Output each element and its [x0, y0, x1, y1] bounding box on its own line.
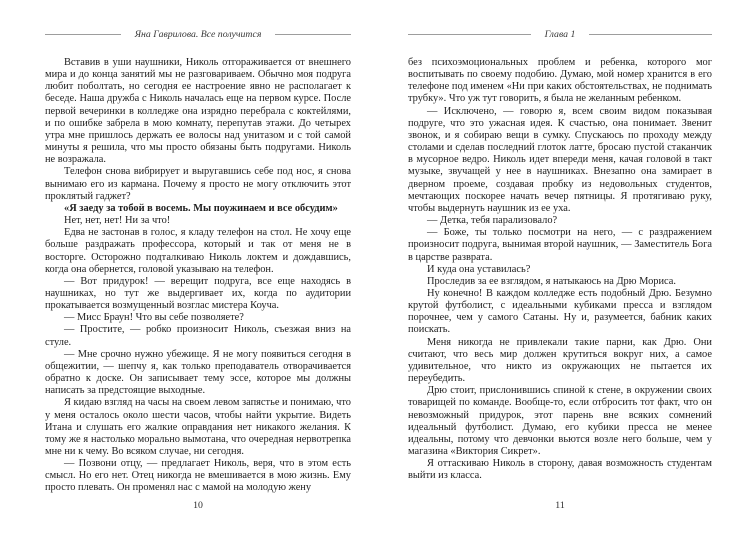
paragraph: — Исключено, — говорю я, всем своим видом показывая подруге, что это ужасная идея. К счастью, она понимает. Звенит звонок, и я собираю вещи в сумку. Спускаюсь по проходу между столами и сделав последний глоток латте, бросаю пустой стаканчик в мусорное ведро. Николь идет впереди меня, качая головой в такт музыке, звучащей у нее в наушниках. Внезапно она замирает в дверном проеме, создавая пробку из недовольных студентов, мечтающих поскорее начать вечер пятницы. Я протягиваю руку, чтобы выдернуть наушник из ее уха.: [408, 105, 712, 214]
paragraph: — Мисс Браун! Что вы себе позволяете?: [64, 312, 244, 324]
page-number-right: 11: [555, 500, 565, 511]
paragraph: — Мне срочно нужно убежище. Я не могу появиться сегодня в общежитии, — шепчу я, как только преподаватель отворачивается обратно к доске. Он записывает тему эссе, которое мы должны написать за предстоящие выходные.: [45, 348, 351, 397]
paragraph: — Детка, тебя парализовало?: [427, 215, 558, 227]
paragraph: — Позвони отцу, — предлагает Николь, веря, что в этом есть смысл. Но его нет. Отец никогда не вмешивается в мою жизнь. Ему просто плевать. Он променял нас с мамой на молодую жену: [45, 458, 351, 494]
paragraph: Ну конечно! В каждом колледже есть подобный Дрю. Безумно крутой футболист, с идеальными кубиками пресса и взглядом порочнее, чем у самого Сатаны. Ну и, разумеется, бабник каких поискать.: [408, 287, 712, 336]
paragraph: — Простите, — робко произносит Николь, съезжая вниз на стуле.: [45, 324, 351, 348]
paragraph: Я оттаскиваю Николь в сторону, давая возможность студентам выйти из класса.: [408, 458, 712, 482]
header-rule-right: [589, 34, 712, 35]
running-head-title: Глава 1: [544, 29, 576, 40]
header-rule-left: [408, 34, 531, 35]
header-rule-right: [275, 34, 351, 35]
paragraph: — Боже, ты только посмотри на него, — с раздражением произносит подруга, вынимая второй наушник, — Заместитель Бога в царстве разврата.: [408, 227, 712, 263]
paragraph: Проследив за ее взглядом, я натыкаюсь на Дрю Мориса.: [427, 275, 676, 287]
paragraph: Я кидаю взгляд на часы на своем левом запястье и понимаю, что у меня осталось около шести часов, чтобы найти укрытие. Видеть Итана и слушать его жалкие оправдания нет никакого желания. К тому же я настолько морально вымотана, что очередная нервотрепка мне ни к чему. Во всяком случае, ни сегодня.: [45, 397, 351, 457]
header-rule-left: [45, 34, 121, 35]
running-head-right: [408, 28, 712, 41]
page-number-left: 10: [193, 500, 203, 511]
paragraph: — Вот придурок! — верещит подруга, все еще находясь в наушниках, но тут же выдергивает их, когда по аудитории прокатывается возмущенный возглас мистера Коуча.: [45, 275, 351, 312]
paragraph: Едва не застонав в голос, я кладу телефон на стол. Не хочу еще больше раздражать профессора, который и так от меня не в восторге. Осторожно подталкиваю Николь локтем и дождавшись, когда она обернется, головой указываю на телефон.: [45, 227, 351, 275]
page-left: [45, 28, 351, 524]
paragraph: Меня никогда не привлекали такие парни, как Дрю. Они считают, что весь мир должен крутиться вокруг них, а самое удивительное, что никто из окружающих не пытается их переубедить.: [408, 336, 712, 385]
page-body: [408, 57, 712, 499]
paragraph: Телефон снова вибрирует и выругавшись себе под нос, я снова вынимаю его из кармана. Почему я просто не могу отключить этот проклятый гаджет?: [45, 166, 351, 202]
paragraph: Нет, нет, нет! Ни за что!: [64, 215, 171, 227]
running-head-left: [45, 28, 351, 41]
page-body: [45, 57, 351, 499]
paragraph: И куда она уставилась?: [427, 263, 531, 275]
page-right: [408, 28, 712, 524]
paragraph: без психоэмоциональных проблем и ребенка, которого мог воспитывать по своему подобию. Думаю, мой номер хранится в его телефоне под именем «Ни при каких обстоятельствах, не поднимать трубку». Что уж тут говорить, я была не желанным ребенком.: [408, 57, 712, 105]
sms-message-paragraph: «Я заеду за тобой в восемь. Мы поужинаем и все обсудим»: [64, 202, 338, 214]
running-head-title: Яна Гаврилова. Все получится: [134, 29, 262, 40]
paragraph: Дрю стоит, прислонившись спиной к стене, в окружении своих товарищей по команде. Вообще-то, если отбросить тот факт, что он невозможный придурок, этот парень вне всяких сомнений идеальный футболист. Думаю, его кубики пресса не менее идеальны, потому что девчонки вьются возле него больше, чем у магазина «Виктория Сикрет».: [408, 385, 712, 457]
paragraph: Вставив в уши наушники, Николь отгораживается от внешнего мира и до конца занятий мы не разговариваем. Обычно моя подруга любит поболтать, но сегодня ее настроение явно не располагает к беседе. Наша дружба с Николь началась еще на первом курсе. После первой вечеринки в колледже она изрядно перебрала с коктейлями, и по ошибке забрела в мою комнату, перепутав этажи. До четырех утра мне пришлось держать ее волосы над унитазом и с той самой минуты я решила, что мы просто обязаны быть подругами. Николь не возражала.: [45, 57, 351, 166]
